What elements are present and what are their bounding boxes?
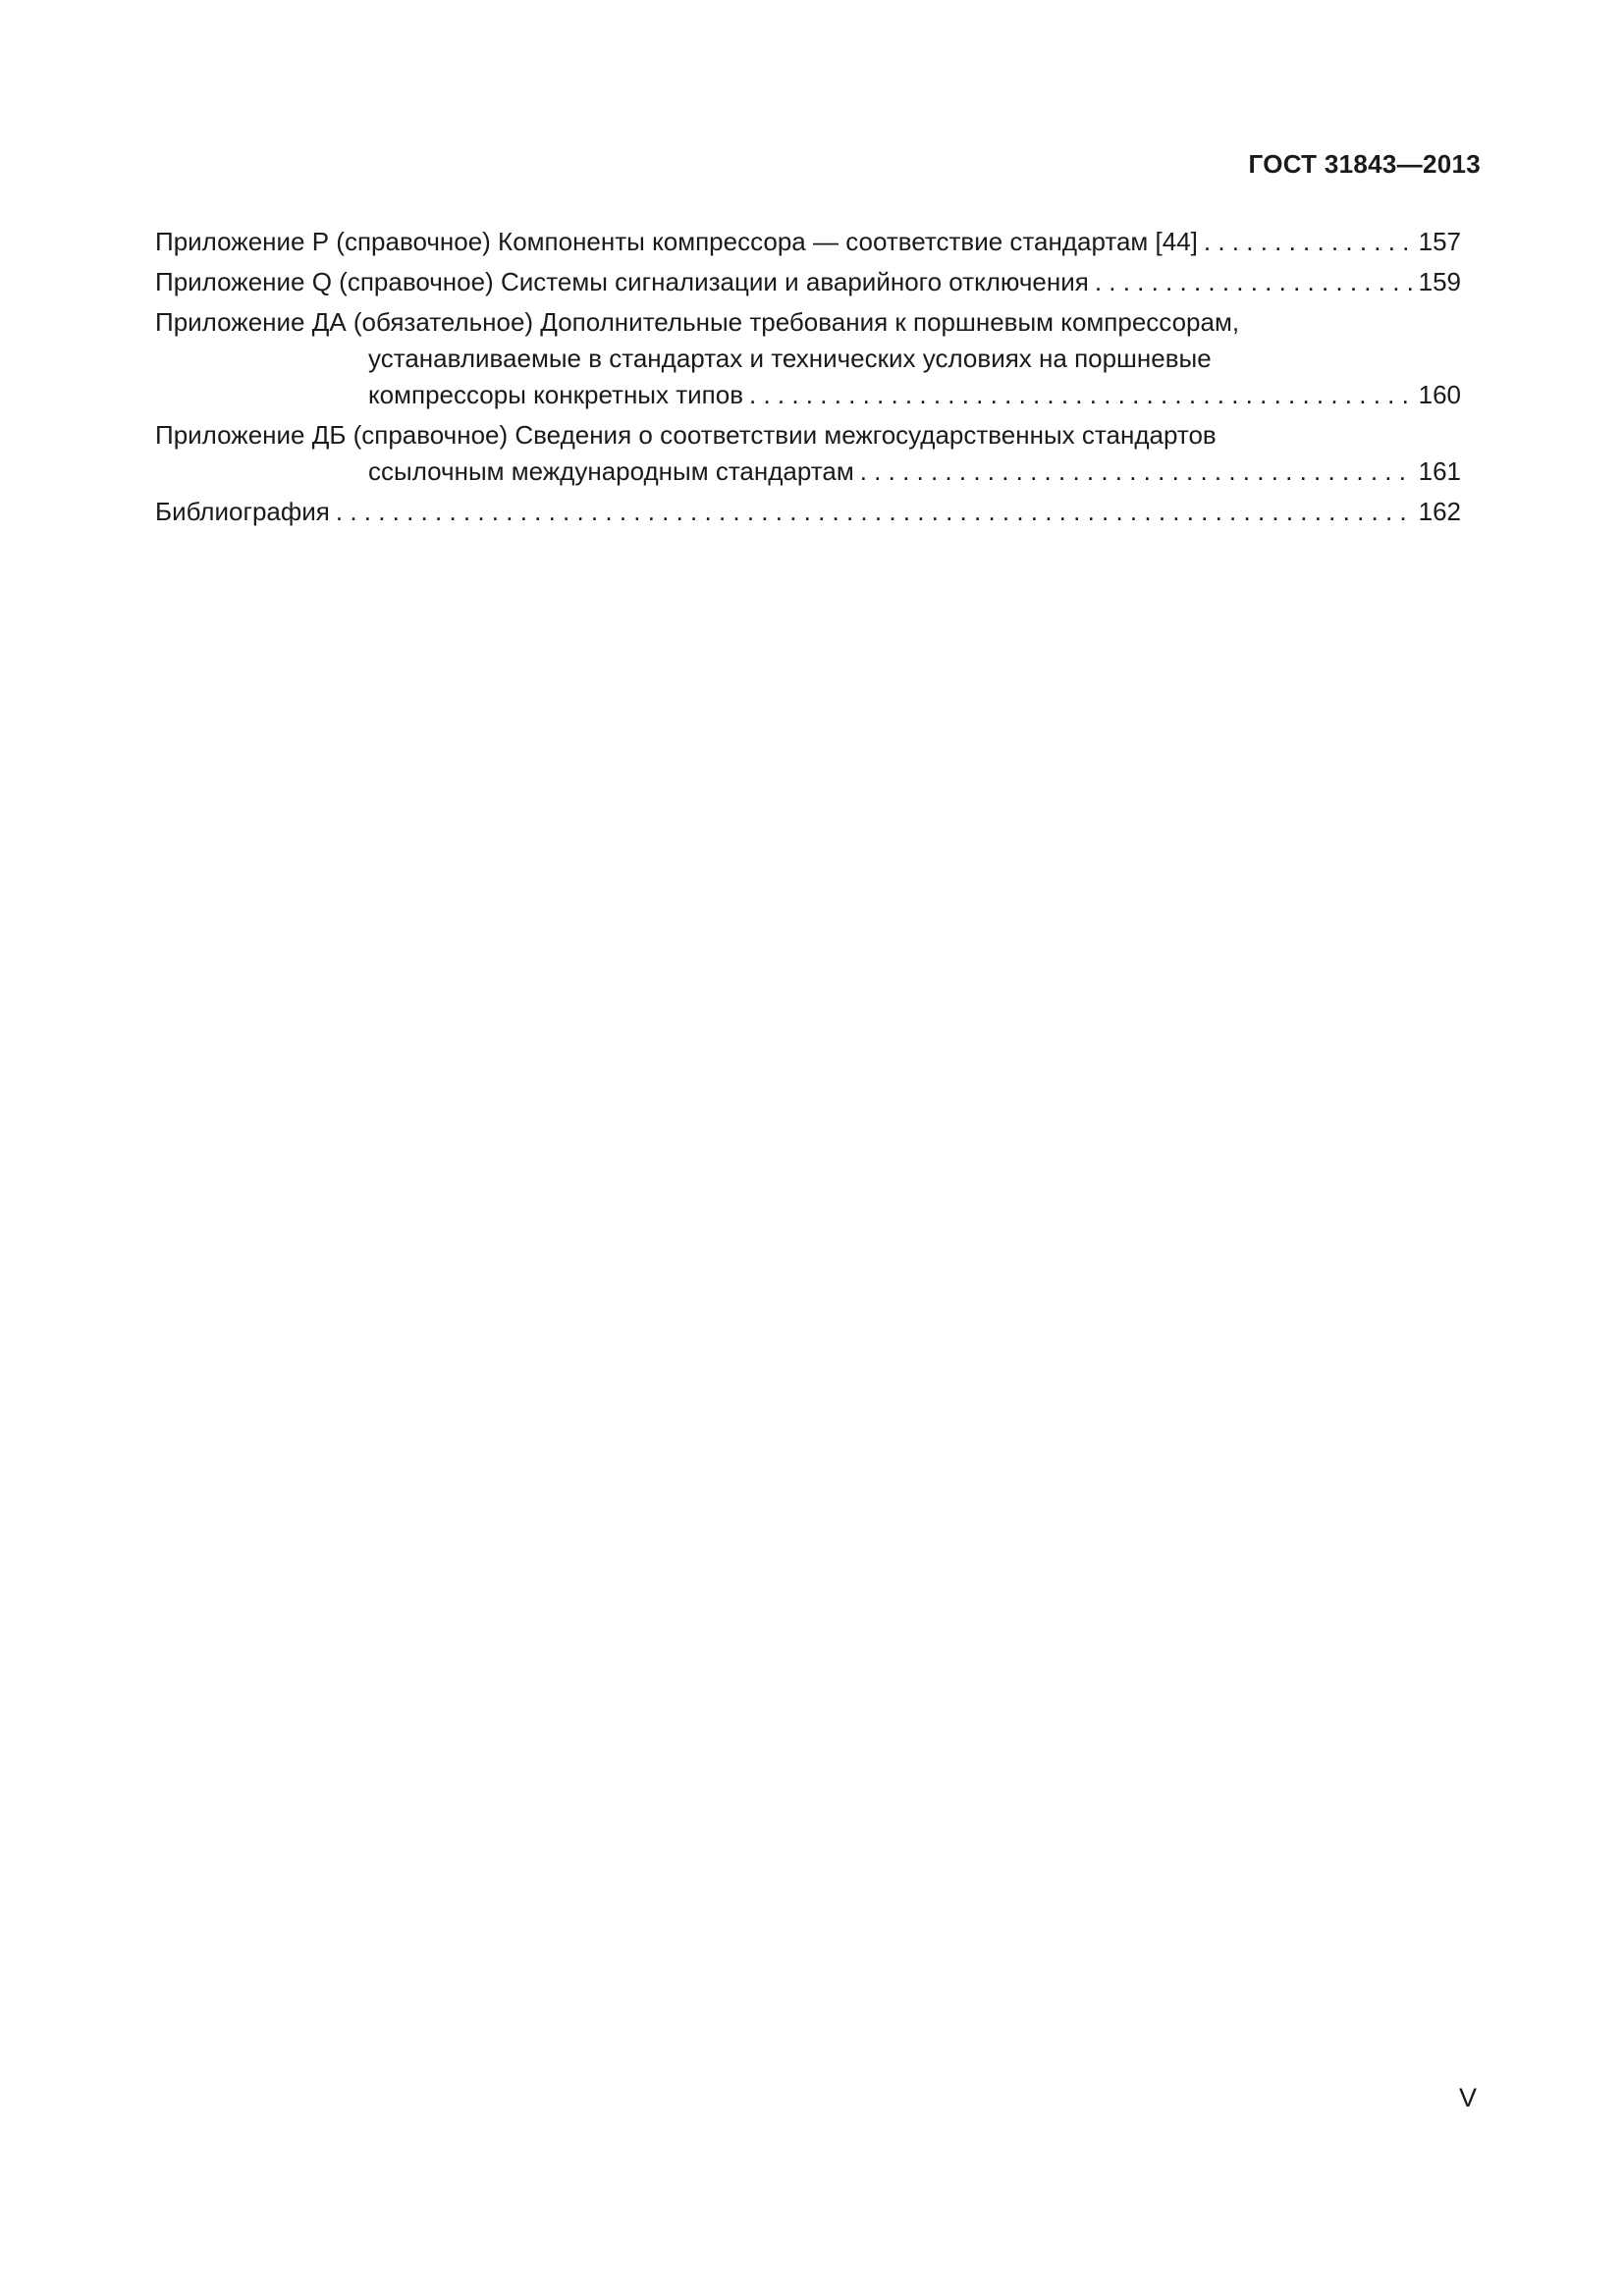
page-number: V <box>1458 2083 1477 2112</box>
toc-entry-title: Приложение ДБ (справочное) Сведения о соответствии межгосударственных стандартов <box>155 420 1217 450</box>
toc-entry-page: 160 <box>1418 380 1461 409</box>
toc-entry-appendix-p[interactable] <box>155 224 1461 260</box>
toc-entry-title: Приложение Р (справочное) Компоненты компрессора — соответствие стандартам [44] <box>155 227 1198 256</box>
toc-entry-appendix-da[interactable] <box>155 304 1461 413</box>
dot-leader <box>743 377 1415 413</box>
toc-entry-page: 157 <box>1418 227 1461 256</box>
toc-entry-title: Библиография <box>155 497 330 526</box>
dot-leader <box>1089 264 1415 300</box>
toc-entry-title-continued: компрессоры конкретных типов <box>368 380 744 409</box>
table-of-contents <box>155 224 1461 534</box>
document-header: ГОСТ 31843—2013 <box>1248 149 1481 179</box>
toc-entry-bibliography[interactable] <box>155 494 1461 530</box>
toc-entry-title: Приложение ДА (обязательное) Дополнительные требования к поршневым компрессорам, <box>155 307 1240 337</box>
dot-leader <box>854 454 1415 490</box>
toc-entry-title-continued: устанавливаемые в стандартах и технических условиях на поршневые <box>368 344 1212 373</box>
toc-entry-title: Приложение Q (справочное) Системы сигнализации и аварийного отключения <box>155 267 1089 296</box>
dot-leader <box>1198 224 1415 260</box>
toc-entry-title-continued: ссылочным международным стандартам <box>368 456 854 486</box>
toc-entry-page: 161 <box>1418 456 1461 486</box>
toc-entry-page: 159 <box>1418 267 1461 296</box>
dot-leader <box>330 494 1415 530</box>
toc-entry-appendix-db[interactable] <box>155 417 1461 490</box>
toc-entry-page: 162 <box>1418 497 1461 526</box>
toc-entry-appendix-q[interactable] <box>155 264 1461 300</box>
